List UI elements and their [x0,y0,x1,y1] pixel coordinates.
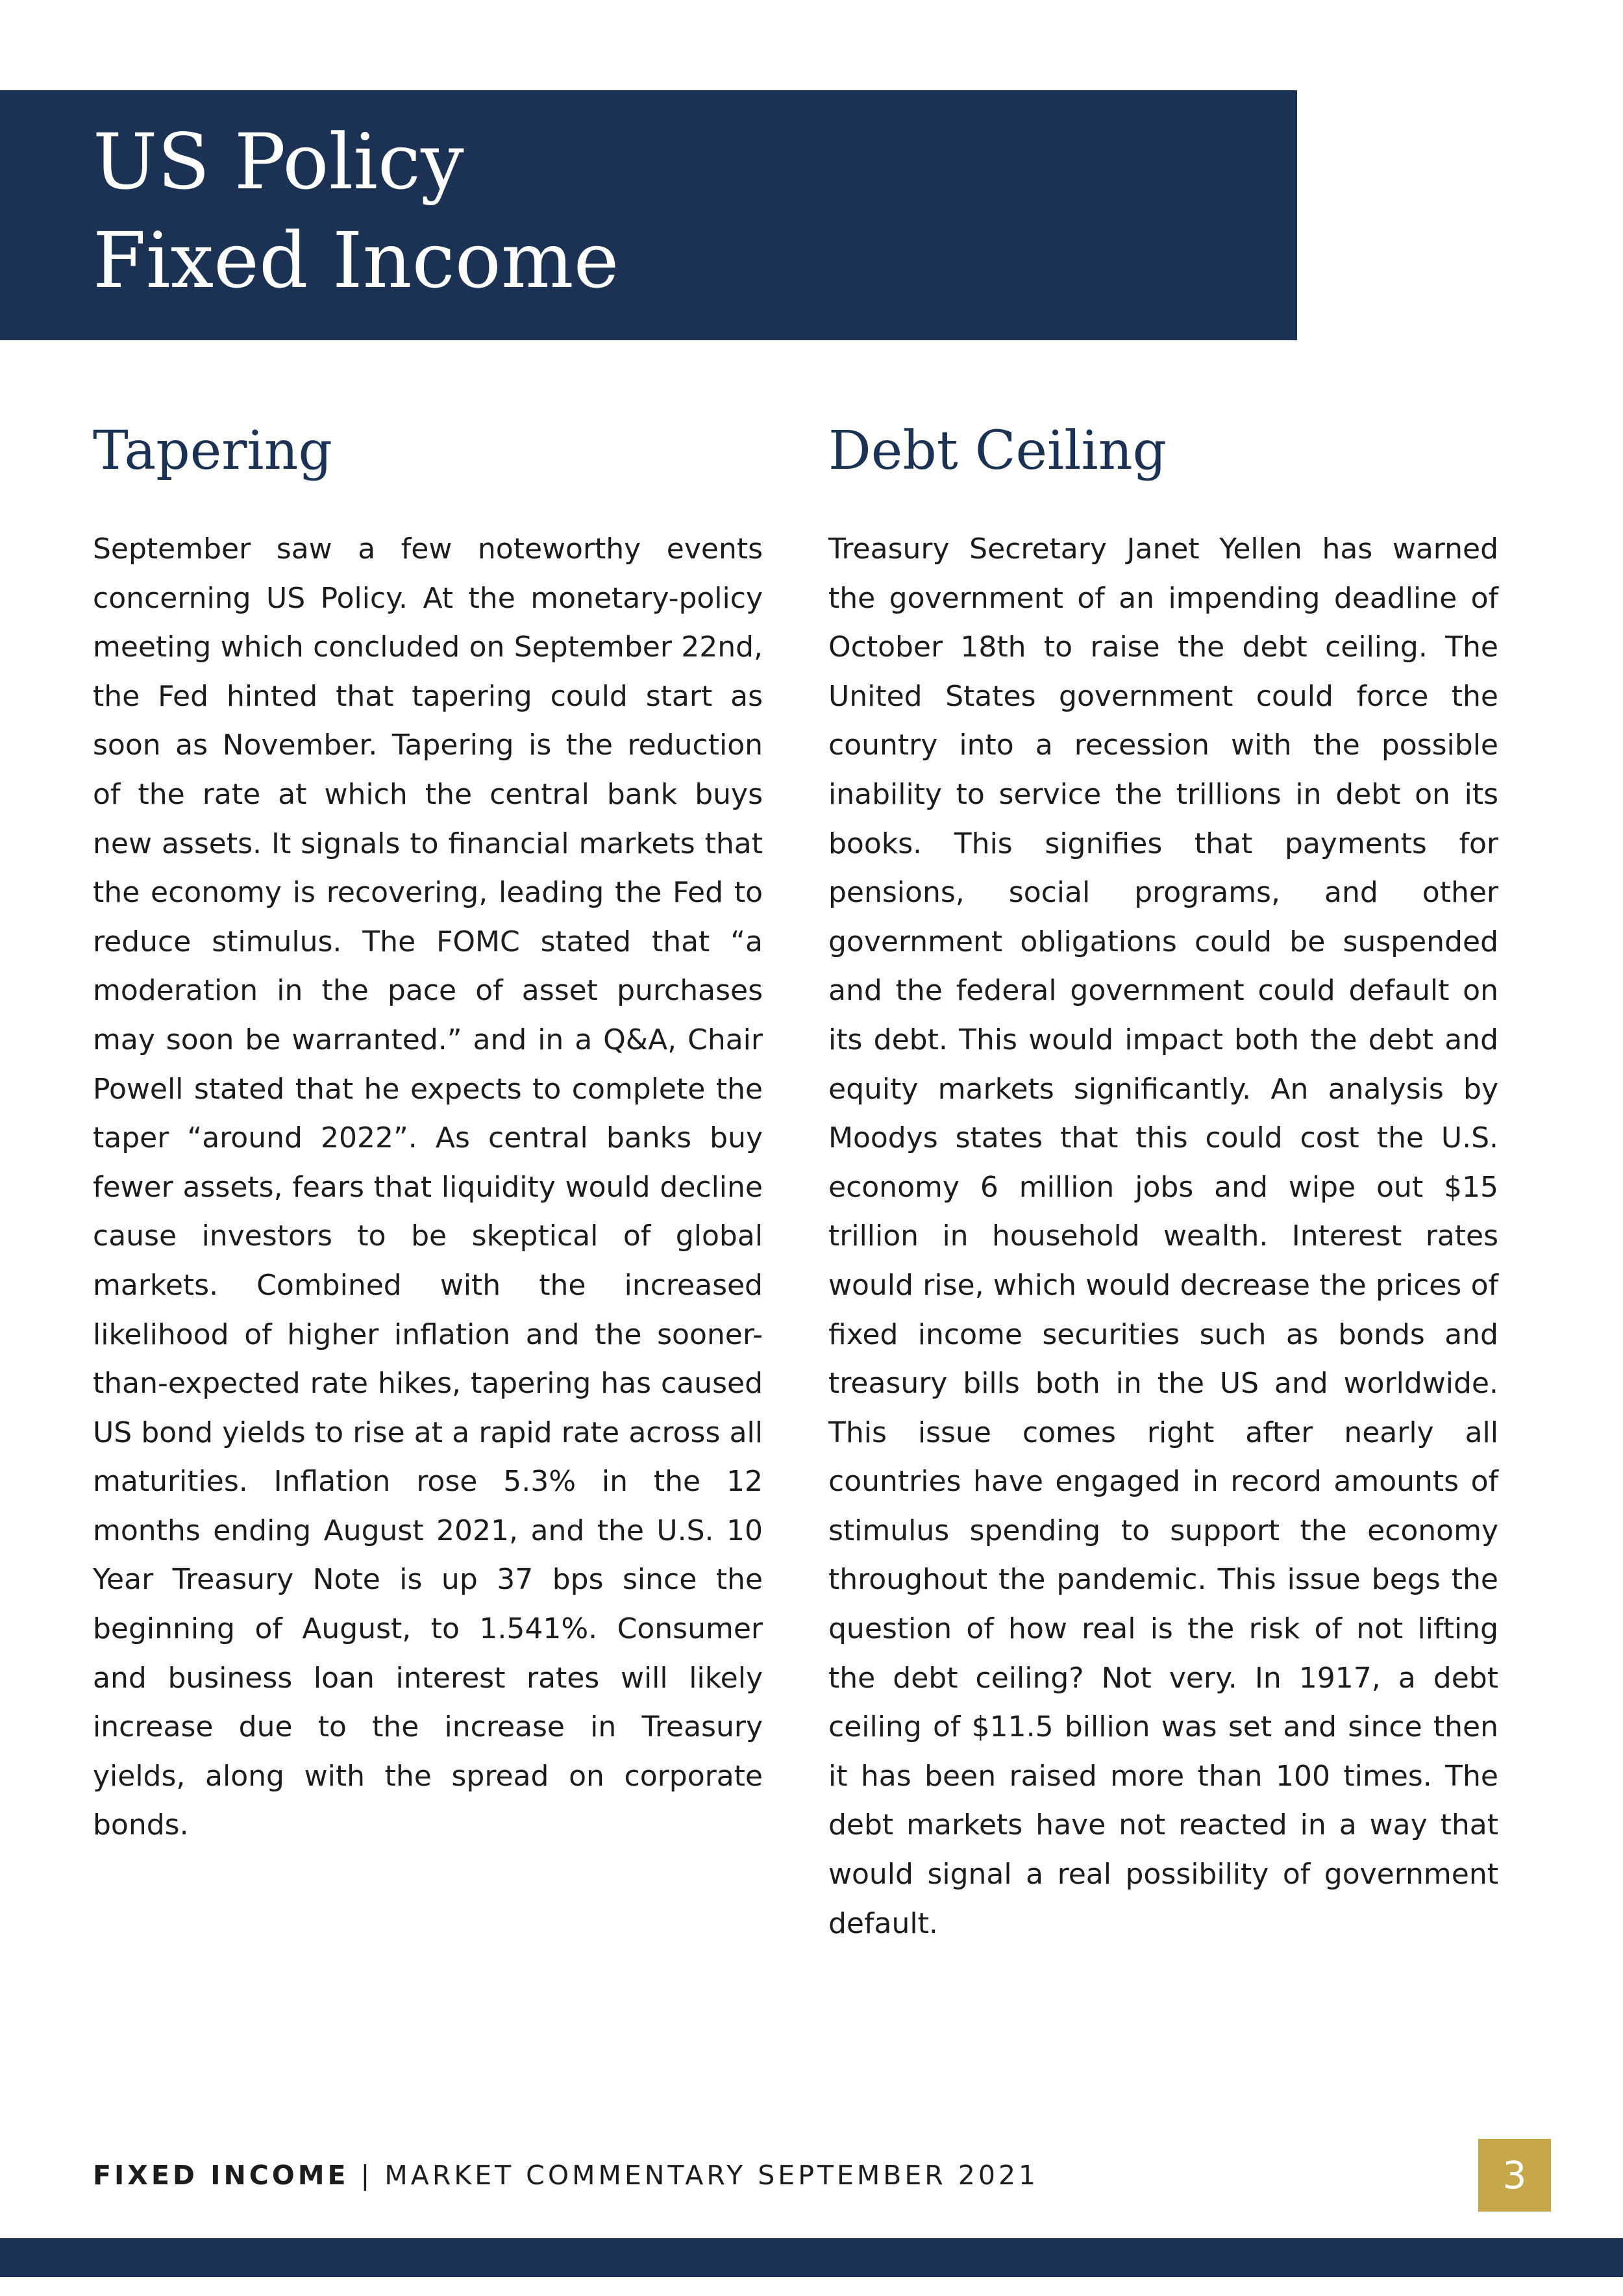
debt-ceiling-heading: Debt Ceiling [828,420,1167,482]
footer-label [93,2160,1039,2191]
debt-ceiling-body: Treasury Secretary Janet Yellen has warned the government of an impending deadline of October 18th to raise the debt ceiling. The United States government could force the country into a recession with the possible inability to service the trillions in debt on its books. This signifies that payments for pensions, social programs, and other government obligations could be suspended and the federal government could default on its debt. This would impact both the debt and equity markets significantly. An analysis by Moodys states that this could cost the U.S. economy 6 million jobs and wipe out $15 trillion in household wealth. Interest rates would rise, which would decrease the prices of fixed income securities such as bonds and treasury bills both in the US and worldwide. This issue comes right after nearly all countries have engaged in record amounts of stimulus spending to support the economy throughout the pandemic. This issue begs the question of how real is the risk of not lifting the debt ceiling? Not very. In 1917, a debt ceiling of $11.5 billion was set and since then it has been raised more than 100 times. The debt markets have not reacted in a way that would signal a real possibility of government default. [828,532,1498,1940]
footer-commentary: MARKET COMMENTARY SEPTEMBER 2021 [384,2160,1039,2191]
page-title-line-2: Fixed Income [93,216,619,305]
debt-ceiling-section [828,416,1498,1948]
footer-separator: | [349,2160,385,2191]
tapering-section [93,416,763,1850]
tapering-heading: Tapering [93,420,332,482]
bottom-bar [0,2238,1623,2277]
page-title-line-1: US Policy [93,117,464,206]
page-number-badge: 3 [1478,2139,1551,2212]
tapering-body: September saw a few noteworthy events concerning US Policy. At the monetary-policy meeting which concluded on September 22nd, the Fed hinted that tapering could start as soon as November. Tapering is the reduction of the rate at which the central bank buys new assets. It signals to financial markets that the economy is recovering, leading the Fed to reduce stimulus. The FOMC stated that “a moderation in the pace of asset purchases may soon be warranted.” and in a Q&A, Chair Powell stated that he expects to complete the taper “around 2022”. As central banks buy fewer assets, fears that liquidity would decline cause investors to be skeptical of global markets. Combined with the increased likelihood of higher inflation and the sooner-than-expected rate hikes, tapering has caused US bond yields to rise at a rapid rate across all maturities. Inflation rose 5.3% in the 12 months ending August 2021, and the U.S. 10 Year Treasury Note is up 37 bps since the beginning of August, to 1.541%. Consumer and business loan interest rates will likely increase due to the increase in Treasury yields, along with the spread on corporate bonds. [93,532,763,1842]
footer-section-label: FIXED INCOME [93,2160,349,2191]
